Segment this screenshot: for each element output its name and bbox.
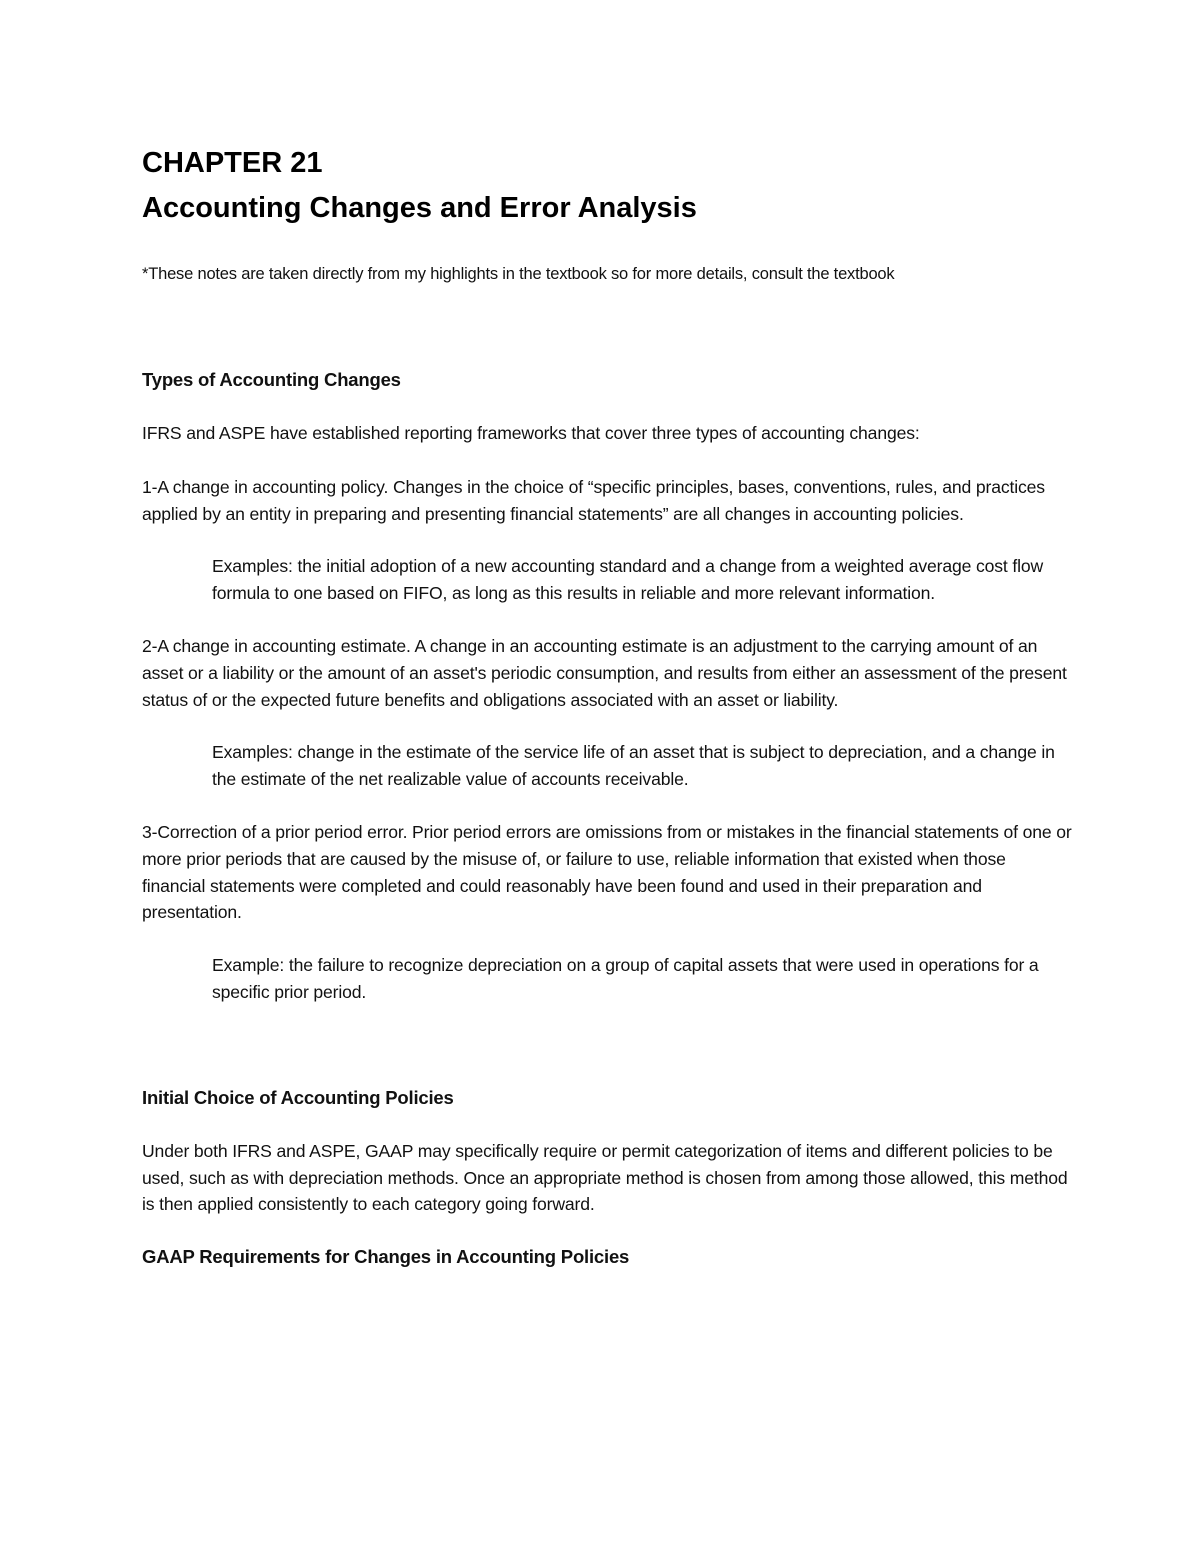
change-estimate-paragraph: 2-A change in accounting estimate. A change in an accounting estimate is an adjustment to the carrying amount of an asset or a liability or the amount of an asset's periodic consumption, and results from either an assessment of the present status of or the expected future benefits and obligations associated with an asset or liability. <box>142 635 1067 710</box>
source-note: *These notes are taken directly from my highlights in the textbook so for more details, consult the textbook <box>142 265 895 283</box>
section-heading-initial-choice: Initial Choice of Accounting Policies <box>142 1086 454 1108</box>
initial-choice-paragraph: Under both IFRS and ASPE, GAAP may specifically require or permit categorization of items and different policies to be used, such as with depreciation methods. Once an appropriate method is chosen from among those allowed, this method is then applied consistently to each category going forward. <box>142 1140 1068 1215</box>
section-heading-types: Types of Accounting Changes <box>142 369 401 390</box>
document-content <box>142 148 1072 1270</box>
chapter-title: Accounting Changes and Error Analysis <box>142 192 697 224</box>
prior-error-paragraph: 3-Correction of a prior period error. Prior period errors are omissions from or mistakes in the financial statements of one or more prior periods that are caused by the misuse of, or failure to use, reliable information that existed when those financial statements were completed and could reasonably have been found and used in their preparation and presentation. <box>142 821 1072 923</box>
prior-error-example: Example: the failure to recognize depreciation on a group of capital assets that were used in operations for a specific prior period. <box>212 955 1039 1002</box>
chapter-number: CHAPTER 21 <box>142 147 323 179</box>
types-intro-paragraph: IFRS and ASPE have established reporting frameworks that cover three types of accounting changes: <box>142 423 920 443</box>
change-policy-example: Examples: the initial adoption of a new accounting standard and a change from a weighted average cost flow formula to one based on FIFO, as long as this results in reliable and more relevant information. <box>212 556 1044 604</box>
change-estimate-example: Examples: change in the estimate of the service life of an asset that is subject to depreciation, and a change in the estimate of the net realizable value of accounts receivable. <box>212 742 1055 790</box>
change-policy-paragraph: 1-A change in accounting policy. Changes in the choice of “specific principles, bases, conventions, rules, and practices applied by an entity in preparing and presenting financial statements” are all changes in accounting policies. <box>142 476 1045 524</box>
section-heading-gaap-requirements: GAAP Requirements for Changes in Accounting Policies <box>142 1246 630 1268</box>
